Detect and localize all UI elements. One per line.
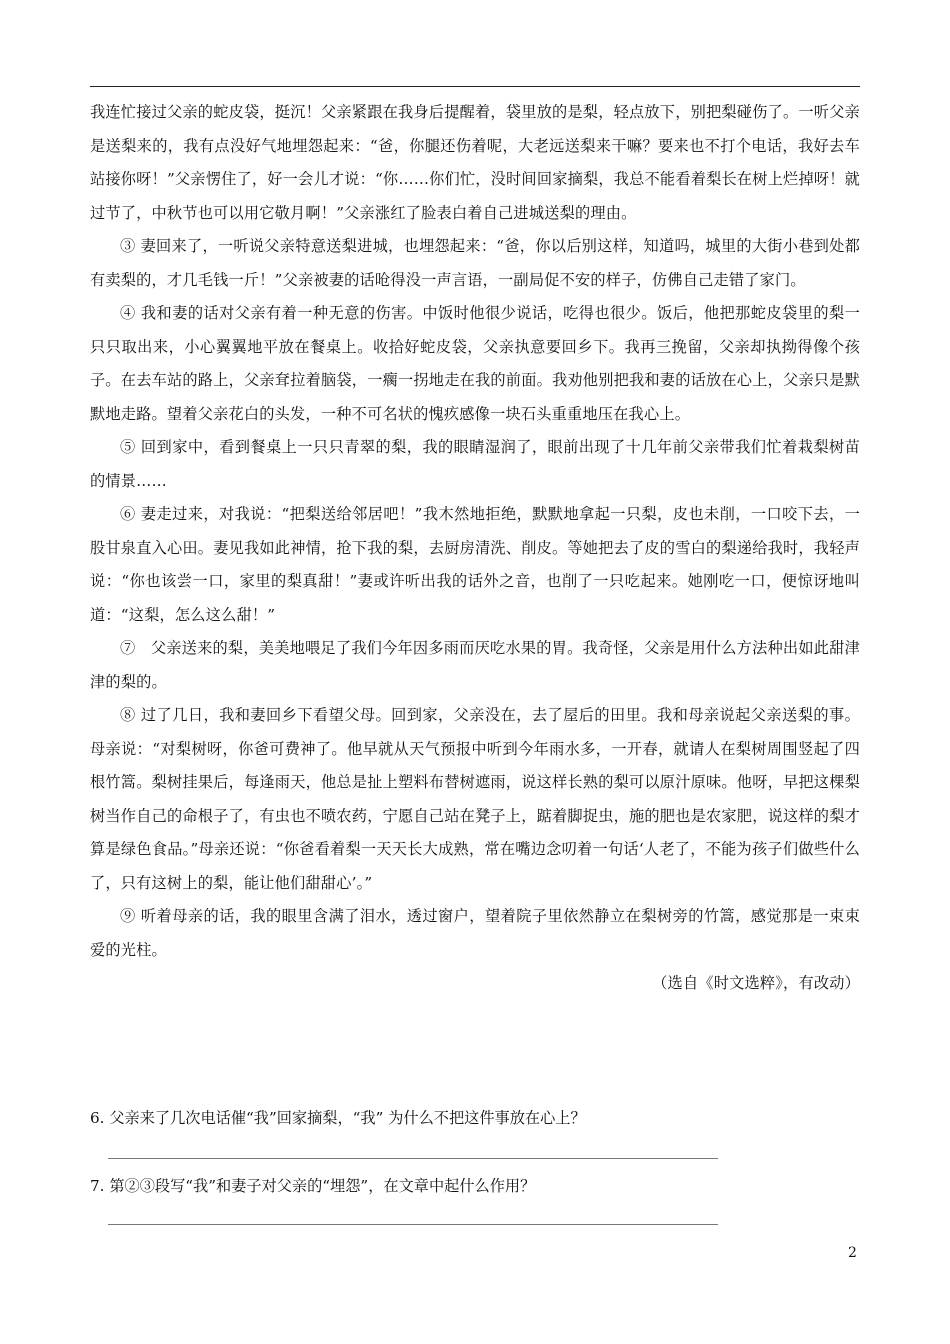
paragraph-4: ④ 我和妻的话对父亲有着一种无意的伤害。中饭时他很少说话，吃得也很少。饭后，他把那蛇皮袋里的梨一只只取出来，小心翼翼地平放在餐桌上。收拾好蛇皮袋，父亲执意要回乡下。我再三挽留，父亲却执拗得像个孩子。在去车站的路上，父亲耷拉着脑袋，一瘸一拐地走在我的前面。我劝他别把我和妻的话放在心上，父亲只是默默地走路。望着父亲花白的头发，一种不可名状的愧疚感像一块石头重重地压在我心上。: [90, 304, 860, 423]
paragraph-7: ⑦ 父亲送来的梨，美美地喂足了我们今年因多雨而厌吃水果的胃。我奇怪，父亲是用什么方法种出如此甜津津的梨的。: [90, 639, 860, 691]
question-6: 6. 父亲来了几次电话催“我”回家摘梨，“我” 为什么不把这件事放在心上？: [90, 1109, 586, 1127]
paragraph-8: ⑧ 过了几日，我和妻回乡下看望父母。回到家，父亲没在，去了屋后的田里。我和母亲说起父亲送梨的事。母亲说：“对梨树呀，你爸可费神了。他早就从天气预报中听到今年雨水多，一开春，就请人在梨树周围竖起了四根竹篙。梨树挂果后，每逢雨天，他总是扯上塑料布替树遮雨，说这样长熟的梨可以原汁原味。他呀，早把这棵梨树当作自己的命根子了，有虫也不喷农药，宁愿自己站在凳子上，踮着脚捉虫，施的肥也是农家肥，说这样的梨才算是绿色食品。”母亲还说：“你爸看着梨一天天长大成熟，常在嘴边念叨着一句话‘人老了，不能为孩子们做些什么了，只有这树上的梨，能让他们甜甜心’。”: [90, 706, 860, 892]
answer-line-7[interactable]: [108, 1224, 718, 1225]
paragraph-9: ⑨ 听着母亲的话，我的眼里含满了泪水，透过窗户，望着院子里依然静立在梨树旁的竹篙，感觉那是一束束爱的光柱。: [90, 907, 860, 959]
answer-line-6[interactable]: [108, 1158, 718, 1159]
paragraph-2-continued: 我连忙接过父亲的蛇皮袋，挺沉！父亲紧跟在我身后提醒着，袋里放的是梨，轻点放下，别把梨碰伤了。一听父亲是送梨来的，我有点没好气地埋怨起来：“爸，你腿还伤着呢，大老远送梨来干嘛？要来也不打个电话，我好去车站接你呀！”父亲愣住了，好一会儿才说：“你……你们忙，没时间回家摘梨，我总不能看着梨长在树上烂掉呀！就过节了，中秋节也可以用它敬月啊！”父亲涨红了脸表白着自己进城送梨的理由。: [90, 103, 860, 222]
question-7: 7. 第②③段写“我”和妻子对父亲的“埋怨”，在文章中起什么作用？: [90, 1177, 536, 1195]
header-rule: [90, 86, 860, 87]
page-number: 2: [848, 1245, 857, 1261]
paragraph-3: ③ 妻回来了，一听说父亲特意送梨进城，也埋怨起来：“爸，你以后别这样，知道吗，城里的大街小巷到处都有卖梨的，才几毛钱一斤！”父亲被妻的话呛得没一声言语，一副局促不安的样子，仿佛自己走错了家门。: [90, 237, 860, 289]
paragraph-6: ⑥ 妻走过来，对我说：“把梨送给邻居吧！”我木然地拒绝，默默地拿起一只梨，皮也未削，一口咬下去，一股甘泉直入心田。妻见我如此神情，抢下我的梨，去厨房清洗、削皮。等她把去了皮的雪白的梨递给我时，我轻声说：“你也该尝一口，家里的梨真甜！”妻或许听出我的话外之音，也削了一只吃起来。她刚吃一口，便惊讶地叫道：“这梨，怎么这么甜！”: [90, 505, 860, 624]
paragraph-5: ⑤ 回到家中，看到餐桌上一只只青翠的梨，我的眼睛湿润了，眼前出现了十几年前父亲带我们忙着栽梨树苗的情景……: [90, 438, 860, 490]
source-citation: （选自《时文选粹》，有改动）: [652, 974, 860, 992]
article-body: [90, 96, 860, 1001]
